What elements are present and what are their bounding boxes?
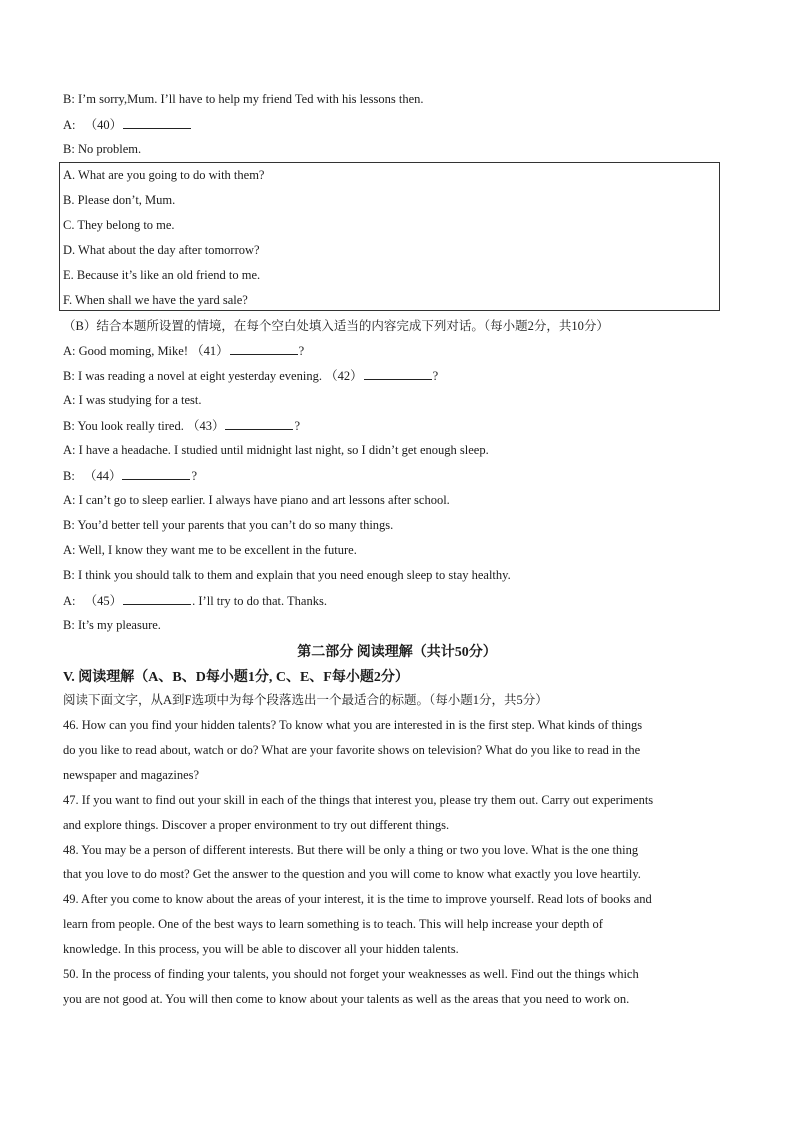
speaker-label: B:: [63, 568, 75, 582]
dialogue-text: I think you should talk to them and explain that you need enough sleep to stay healthy.: [77, 568, 511, 582]
paragraph-line: 46. How can you find your hidden talents? To know what you are interested in is the first step. What kinds of things: [63, 718, 643, 732]
dialogue-text: I was reading a novel at eight yesterday evening. （42）: [77, 369, 363, 383]
dialogue-line: [63, 367, 734, 384]
answer-blank-43[interactable]: [225, 417, 293, 430]
speaker-label: B:: [63, 618, 75, 632]
dialogue-line: [63, 116, 734, 133]
dialogue-text: . I’ll try to do that. Thanks.: [192, 594, 327, 608]
speaker-label: A:: [63, 493, 76, 507]
question-number: （44）: [83, 469, 122, 483]
speaker-label: B:: [63, 469, 75, 483]
dialogue-punct: ?: [294, 419, 301, 433]
dialogue-punct: ?: [432, 369, 439, 383]
answer-blank-40[interactable]: [123, 116, 191, 129]
part-two-heading: 第二部分 阅读理解（共计50分）: [297, 645, 497, 660]
dialogue-text: You’d better tell your parents that you can’t do so many things.: [77, 518, 394, 532]
dialogue-text: I have a headache. I studied until midnight last night, so I didn’t get enough sleep.: [78, 443, 489, 457]
dialogue-line: [63, 542, 734, 558]
speaker-label: B:: [63, 92, 75, 106]
paragraph-line: newspaper and magazines?: [63, 768, 200, 782]
dialogue-text: Good moming, Mike! （41）: [78, 344, 229, 358]
dialogue-text: No problem.: [77, 142, 142, 156]
paragraph-line: 47. If you want to find out your skill in each of the things that interest you, please try them out. Carry out experiments: [63, 793, 654, 807]
speaker-label: A:: [63, 118, 76, 132]
speaker-label: A:: [63, 594, 76, 608]
question-number: （40）: [84, 118, 123, 132]
dialogue-line: [63, 141, 734, 157]
speaker-label: A:: [63, 443, 76, 457]
dialogue-line: [63, 342, 734, 359]
dialogue-line: [63, 492, 734, 508]
answer-blank-41[interactable]: [230, 342, 298, 355]
dialogue-line: [63, 517, 734, 533]
paragraph-line: 48. You may be a person of different interests. But there will be only a thing or two you love. What is the one thing: [63, 843, 639, 857]
speaker-label: A:: [63, 393, 76, 407]
paragraph-line: that you love to do most? Get the answer to the question and you will come to know what exactly you love heartily.: [63, 867, 641, 881]
dialogue-line: [63, 442, 734, 458]
paragraph-line: knowledge. In this process, you will be able to discover all your hidden talents.: [63, 942, 459, 956]
answer-blank-42[interactable]: [364, 367, 432, 380]
section-title: V. 阅读理解（A、B、D每小题1分, C、E、F每小题2分）: [63, 670, 409, 685]
dialogue-text: It’s my pleasure.: [77, 618, 161, 632]
dialogue-line: [63, 567, 734, 583]
dialogue-text: Well, I know they want me to be excellent in the future.: [78, 543, 357, 557]
paragraph-line: you are not good at. You will then come to know about your talents as well as the areas that you need to work on.: [63, 992, 630, 1006]
speaker-label: B:: [63, 419, 75, 433]
dialogue-text: I was studying for a test.: [78, 393, 202, 407]
dialogue-line: [63, 91, 734, 107]
paragraph-line: 49. After you come to know about the areas of your interest, it is the time to improve yourself. Read lots of books and: [63, 892, 652, 906]
paragraph-line: learn from people. One of the best ways to learn something is to teach. This will help increase your depth of: [63, 917, 603, 931]
dialogue-line: [63, 467, 734, 484]
option-item: B. Please don’t, Mum.: [63, 193, 176, 207]
part-b-instruction: （B）结合本题所设置的情境，在每个空白处填入适当的内容完成下列对话。（每小题2分，共10分）: [63, 319, 609, 333]
speaker-label: B:: [63, 518, 75, 532]
dialogue-text: I can’t go to sleep earlier. I always have piano and art lessons after school.: [78, 493, 450, 507]
option-item: C. They belong to me.: [63, 218, 175, 232]
answer-blank-44[interactable]: [122, 467, 190, 480]
paragraph-line: do you like to read about, watch or do? What are your favorite shows on television? What do you like to read in the: [63, 743, 641, 757]
speaker-label: B:: [63, 369, 75, 383]
dialogue-text: I’m sorry,Mum. I’ll have to help my friend Ted with his lessons then.: [77, 92, 424, 106]
paragraph-line: 50. In the process of finding your talents, you should not forget your weaknesses as well. Find out the things which: [63, 967, 639, 981]
answer-blank-45[interactable]: [123, 592, 191, 605]
dialogue-line: [63, 592, 734, 609]
dialogue-punct: ?: [191, 469, 198, 483]
speaker-label: A:: [63, 344, 76, 358]
dialogue-punct: ?: [298, 344, 305, 358]
dialogue-text: You look really tired. （43）: [77, 419, 225, 433]
speaker-label: B:: [63, 142, 75, 156]
question-number: （45）: [84, 594, 123, 608]
option-item: F. When shall we have the yard sale?: [63, 293, 248, 307]
dialogue-line: [63, 392, 734, 408]
reading-instruction: 阅读下面文字，从A到F选项中为每个段落选出一个最适合的标题。（每小题1分，共5分）: [63, 693, 548, 707]
dialogue-line: [63, 417, 734, 434]
option-item: E. Because it’s like an old friend to me.: [63, 268, 261, 282]
option-item: A. What are you going to do with them?: [63, 168, 265, 182]
dialogue-line: [63, 617, 734, 633]
option-item: D. What about the day after tomorrow?: [63, 243, 260, 257]
speaker-label: A:: [63, 543, 76, 557]
options-box: [59, 162, 720, 311]
paragraph-line: and explore things. Discover a proper environment to try out different things.: [63, 818, 450, 832]
